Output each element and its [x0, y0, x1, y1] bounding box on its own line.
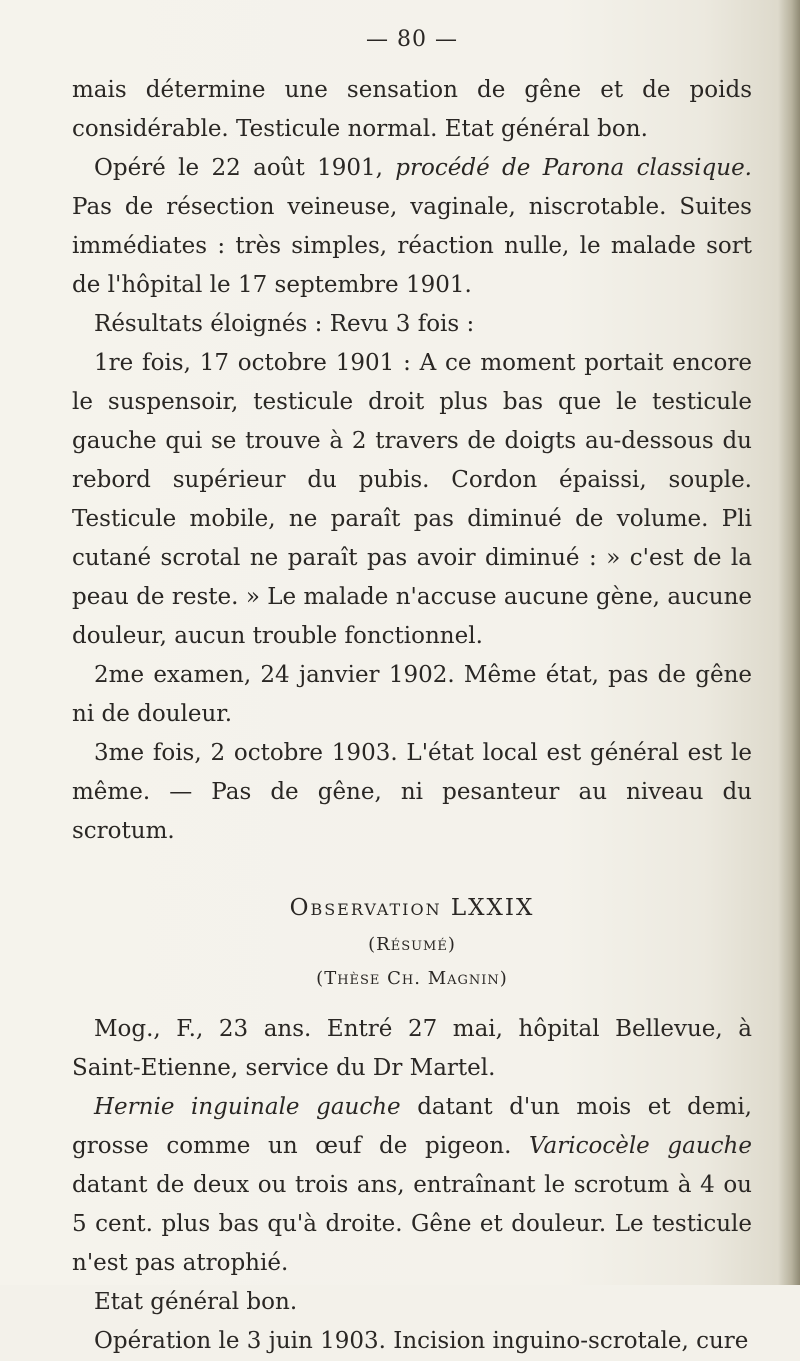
- paragraph-operation: [72, 149, 752, 305]
- operation-procedure: procédé de Parona classique.: [395, 155, 752, 181]
- paragraph-results: Résultats éloignés : Revu 3 fois :: [94, 311, 475, 337]
- hernie-diagnosis: Hernie inguinale gauche: [94, 1094, 401, 1120]
- varicocele-diagnosis: Varicocèle gauche: [529, 1133, 752, 1159]
- hernie-text: datant d'un mois et demi, grosse comme un œuf de pigeon.: [72, 1094, 752, 1159]
- paragraph-intro: mais détermine une sensation de gêne et de poids considérable. Testicule normal. Etat général bon.: [72, 77, 752, 142]
- operation-lead: Opéré le 22 août 1901,: [94, 155, 396, 181]
- paragraph-first-visit: 1re fois, 17 octobre 1901 : A ce moment portait encore le suspensoir, testicule droit plus bas que le testicule gauche qui se trouve à 2 travers de doigts au-dessous du rebord supérieur du pubis. Cordon épaissi, souple. Testicule mobile, ne paraît pas diminué de volume. Pli cutané scrotal ne paraît pas avoir diminué : » c'est de la peau de reste. » Le malade n'accuse aucune gène, aucune douleur, aucun trouble fonctionnel.: [72, 350, 752, 649]
- observation-source: (Thèse Ch. Magnin): [316, 968, 508, 989]
- operation-rest: Pas de résection veineuse, vaginale, niscrotable. Suites immédiates : très simples, réaction nulle, le malade sort de l'hôpital le 17 septembre 1901.: [72, 194, 752, 298]
- paragraph-hernie: [72, 1088, 752, 1283]
- observation-subtitle: (Résumé): [368, 934, 456, 955]
- page-number: — 80 —: [366, 27, 458, 52]
- paragraph-patient: Mog., F., 23 ans. Entré 27 mai, hôpital Bellevue, à Saint-Etienne, service du Dr Martel.: [72, 1016, 752, 1081]
- varicocele-text: datant de deux ou trois ans, entraînant le scrotum à 4 ou 5 cent. plus bas qu'à droite. Gêne et douleur. Le testicule n'est pas atrophié.: [72, 1172, 752, 1276]
- paragraph-operation-2: Opération le 3 juin 1903. Incision inguino-scrotale, cure: [94, 1328, 749, 1354]
- document-body: [72, 20, 752, 1361]
- observation-title: Observation LXXIX: [289, 895, 535, 921]
- paragraph-third-visit: 3me fois, 2 octobre 1903. L'état local est général est le même. — Pas de gêne, ni pesanteur au niveau du scrotum.: [72, 740, 752, 844]
- paragraph-general-state: Etat général bon.: [94, 1289, 298, 1315]
- spacer: [72, 996, 752, 1010]
- paragraph-second-exam: 2me examen, 24 janvier 1902. Même état, pas de gêne ni de douleur.: [72, 662, 752, 727]
- page-edge-shadow: [778, 0, 800, 1285]
